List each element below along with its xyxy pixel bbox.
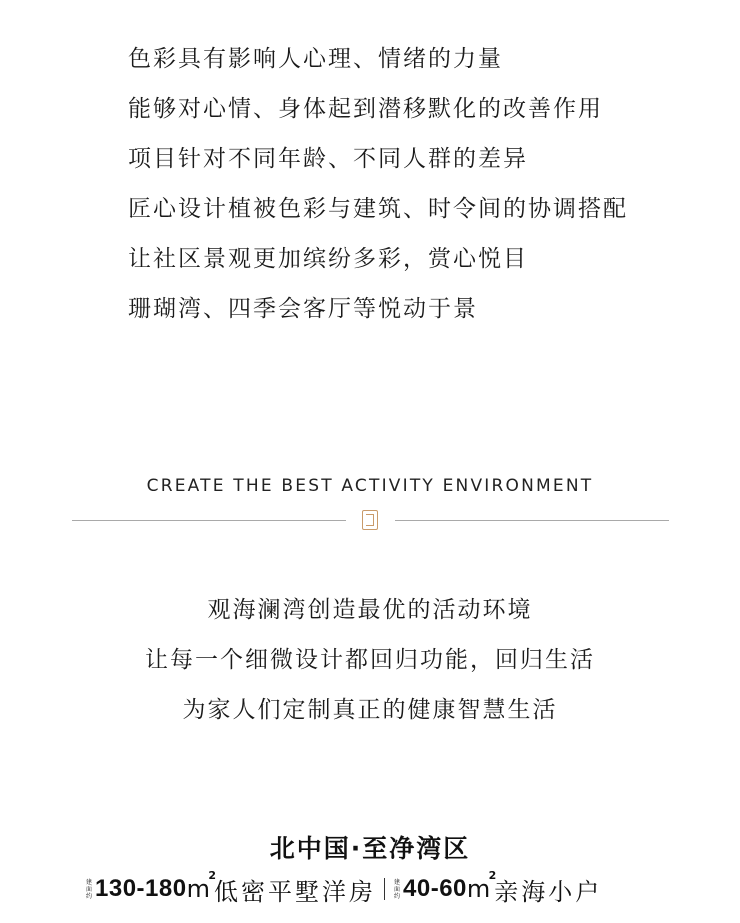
seal-emblem-icon — [362, 510, 378, 530]
closing-line: 观海澜湾创造最优的活动环境 — [207, 597, 533, 623]
unit-text: m — [466, 875, 491, 903]
brand-tagline: 北中国·至净湾区 — [269, 834, 471, 863]
unit-superscript: 2 — [488, 869, 497, 882]
area-tag — [86, 879, 92, 900]
unit-superscript: 2 — [208, 869, 216, 882]
area-tag-char: 约 — [393, 892, 400, 900]
intro-line: 珊瑚湾、四季会客厅等悦动于景 — [128, 296, 478, 322]
offering-separator — [384, 878, 385, 900]
closing-line: 为家人们定制真正的健康智慧生活 — [182, 697, 558, 723]
area-unit — [186, 869, 216, 903]
offering-description: 亲海小户 — [494, 877, 603, 906]
intro-line: 让社区景观更加缤纷多彩，赏心悦目 — [128, 246, 528, 272]
intro-line: 色彩具有影响人心理、情绪的力量 — [128, 46, 503, 72]
intro-paragraph — [128, 34, 628, 334]
area-tag-char: 面 — [393, 885, 400, 893]
unit-text: m — [186, 875, 210, 903]
area-tag — [394, 879, 400, 900]
offering-description: 低密平墅洋房 — [213, 877, 376, 906]
closing-line: 让每一个细微设计都回归功能，回归生活 — [145, 647, 595, 673]
area-tag-char: 约 — [86, 892, 93, 900]
intro-line: 能够对心情、身体起到潜移默化的改善作用 — [128, 96, 603, 122]
closing-paragraph — [0, 585, 740, 735]
area-tag-char: 建 — [393, 878, 400, 886]
intro-line: 项目针对不同年龄、不同人群的差异 — [128, 146, 528, 172]
product-offerings — [86, 870, 666, 908]
area-range: 40-60 — [403, 875, 467, 902]
divider-line-left — [72, 520, 346, 521]
area-range: 130-180 — [95, 875, 187, 902]
intro-line: 匠心设计植被色彩与建筑、时令间的协调搭配 — [128, 196, 628, 222]
area-tag-char: 面 — [86, 885, 93, 893]
area-tag-char: 建 — [86, 878, 93, 886]
divider-line-right — [395, 520, 669, 521]
section-heading: CREATE THE BEST ACTIVITY ENVIRONMENT — [146, 476, 594, 496]
area-unit — [466, 869, 497, 903]
